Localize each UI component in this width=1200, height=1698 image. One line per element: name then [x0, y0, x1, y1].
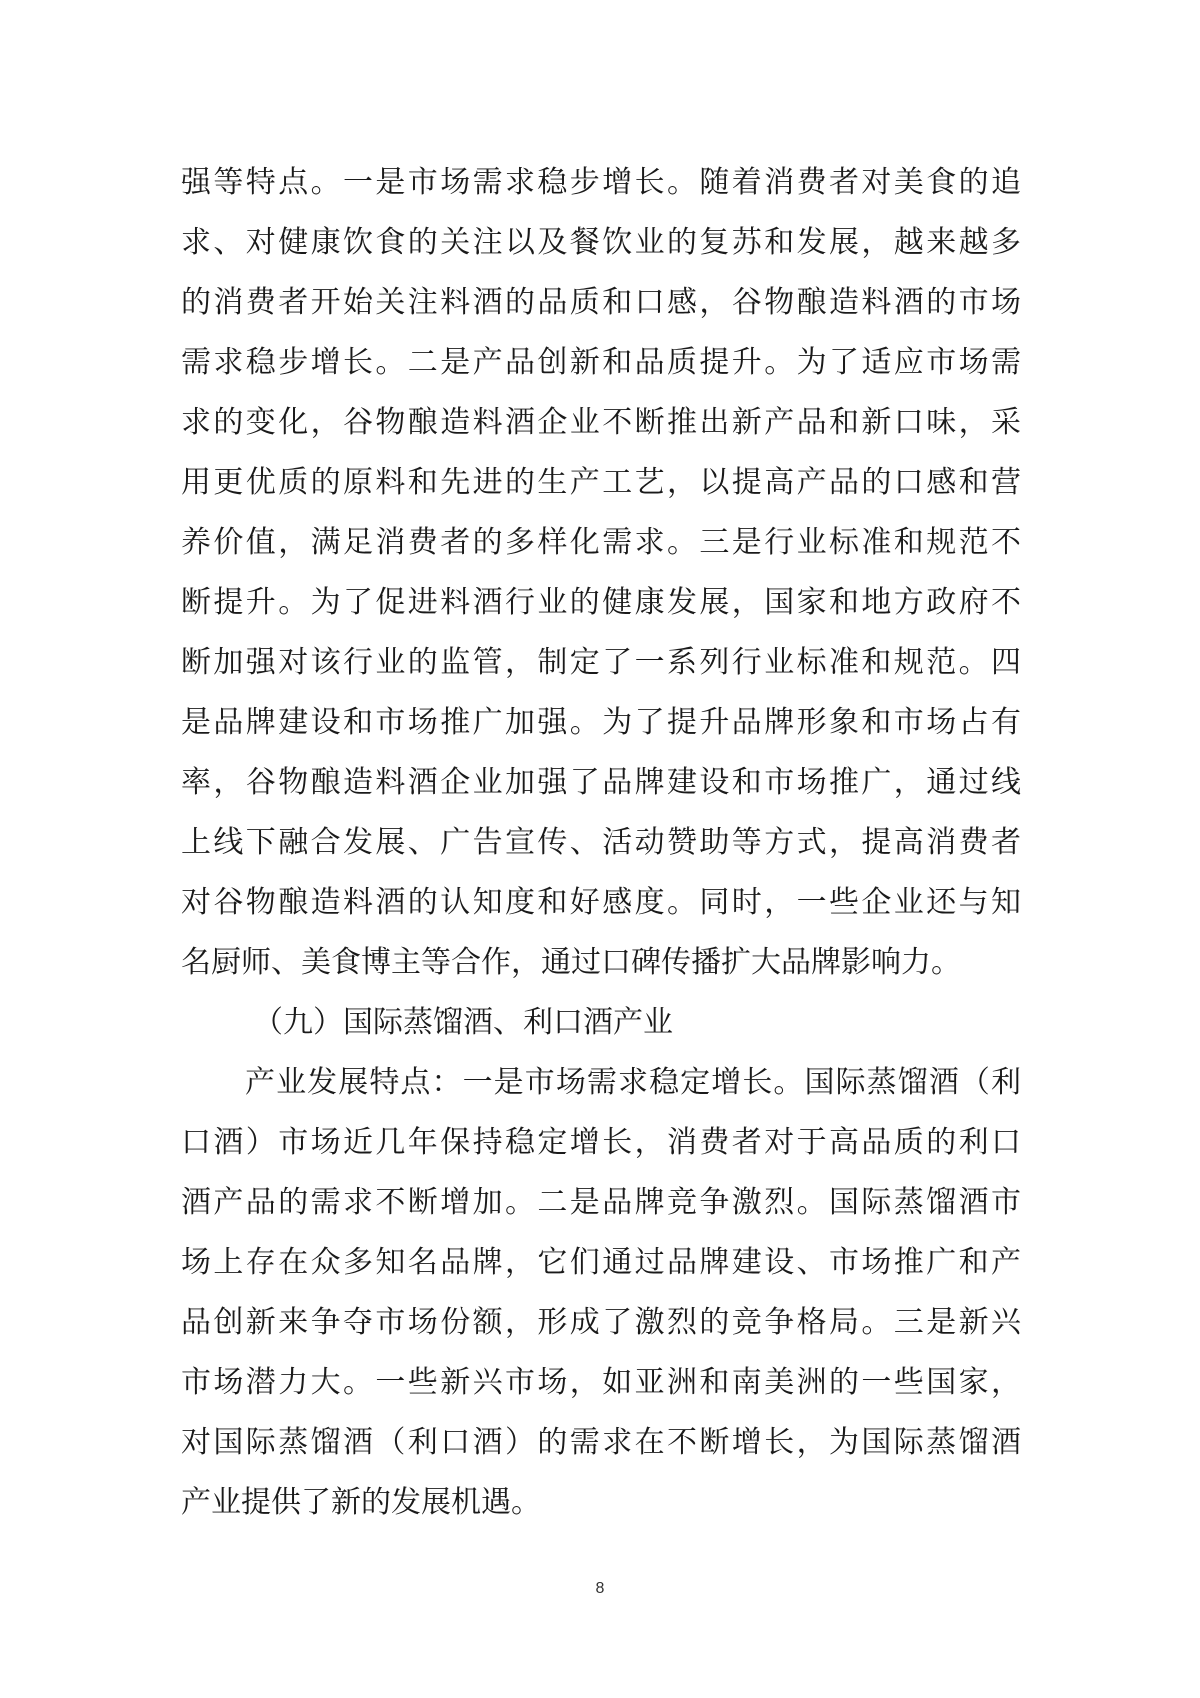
paragraph-line: 名厨师、美食博主等合作，通过口碑传播扩大品牌影响力。 — [181, 945, 961, 980]
paragraph-line: 用更优质的原料和先进的生产工艺，以提高产品的口感和营 — [181, 465, 1021, 500]
paragraph-line: 强等特点。一是市场需求稳步增长。随着消费者对美食的追 — [181, 165, 1021, 200]
section-continuation-paragraph — [181, 153, 1021, 1533]
paragraph-line: 需求稳步增长。二是产品创新和品质提升。为了适应市场需 — [181, 345, 1021, 380]
paragraph-line: 产业提供了新的发展机遇。 — [181, 1485, 541, 1520]
paragraph-line: 是品牌建设和市场推广加强。为了提升品牌形象和市场占有 — [181, 705, 1021, 740]
paragraph-line: 品创新来争夺市场份额，形成了激烈的竞争格局。三是新兴 — [181, 1305, 1021, 1340]
paragraph-line: 对国际蒸馏酒（利口酒）的需求在不断增长，为国际蒸馏酒 — [181, 1425, 1021, 1460]
page-number: 8 — [595, 1580, 605, 1597]
section-heading: （九）国际蒸馏酒、利口酒产业 — [253, 1005, 673, 1040]
paragraph-line: 的消费者开始关注料酒的品质和口感，谷物酿造料酒的市场 — [181, 285, 1021, 320]
paragraph-line: 场上存在众多知名品牌，它们通过品牌建设、市场推广和产 — [181, 1245, 1021, 1280]
paragraph-line: 断加强对该行业的监管，制定了一系列行业标准和规范。四 — [181, 645, 1021, 680]
paragraph-line: 口酒）市场近几年保持稳定增长，消费者对于高品质的利口 — [181, 1125, 1021, 1160]
paragraph-line: 市场潜力大。一些新兴市场，如亚洲和南美洲的一些国家， — [181, 1365, 1021, 1400]
paragraph-line: 产业发展特点：一是市场需求稳定增长。国际蒸馏酒（利 — [245, 1065, 1021, 1100]
paragraph-line: 养价值，满足消费者的多样化需求。三是行业标准和规范不 — [181, 525, 1021, 560]
paragraph-line: 求、对健康饮食的关注以及餐饮业的复苏和发展，越来越多 — [181, 225, 1021, 260]
paragraph-line: 对谷物酿造料酒的认知度和好感度。同时，一些企业还与知 — [181, 885, 1021, 920]
paragraph-line: 率，谷物酿造料酒企业加强了品牌建设和市场推广，通过线 — [181, 765, 1021, 800]
paragraph-line: 求的变化，谷物酿造料酒企业不断推出新产品和新口味，采 — [181, 405, 1021, 440]
paragraph-line: 断提升。为了促进料酒行业的健康发展，国家和地方政府不 — [181, 585, 1021, 620]
paragraph-line: 酒产品的需求不断增加。二是品牌竞争激烈。国际蒸馏酒市 — [181, 1185, 1021, 1220]
paragraph-line: 上线下融合发展、广告宣传、活动赞助等方式，提高消费者 — [181, 825, 1021, 860]
